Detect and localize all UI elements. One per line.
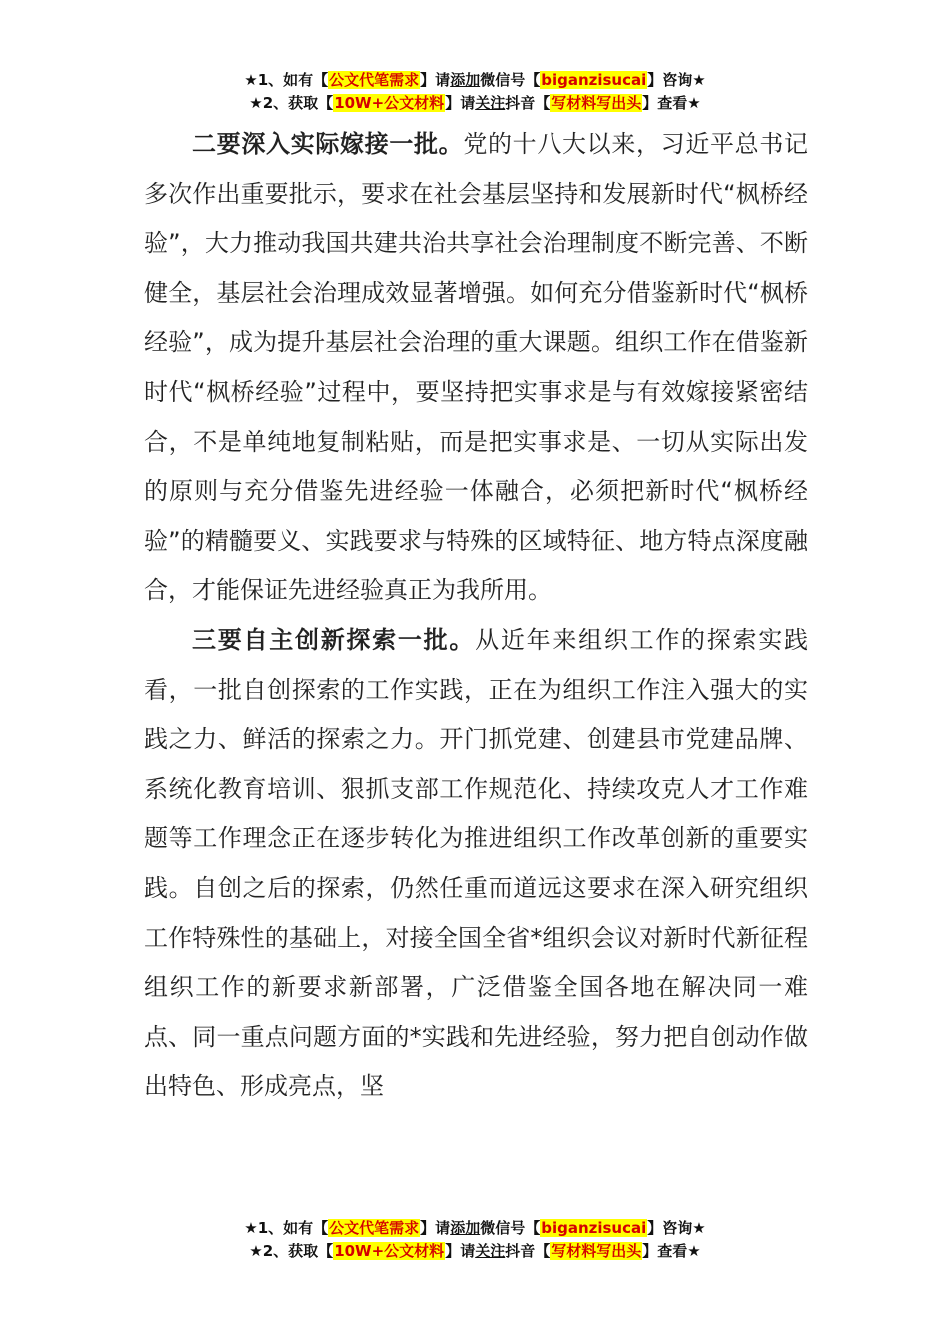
highlight-materials: 10W+公文材料 bbox=[334, 94, 445, 112]
highlight-wechat-id: biganzisucai bbox=[541, 1219, 647, 1237]
banner-line-2: ★2、获取【10W+公文材料】请关注抖音【写材料写出头】查看★ bbox=[249, 94, 701, 112]
paragraph-text: 从近年来组织工作的探索实践看，一批自创探索的工作实践，正在为组织工作注入强大的实践之力、鲜活的探索之力。开门抓党建、创建县市党建品牌、系统化教育培训、狠抓支部工作规范化、持续攻克人才工作难题等工作理念正在逐步转化为推进组织工作改革创新的重要实践。自创之后的探索，仍然任重而道远这要求在深入研究组织工作特殊性的基础上，对接全国全省*组织会议对新时代新征程组织工作的新要求新部署，广泛借鉴全国各地在解决同一难点、同一重点问题方面的*实践和先进经验，努力把自创动作做出特色、形成亮点，坚 bbox=[144, 625, 809, 1101]
document-body bbox=[144, 120, 808, 1112]
banner-line-1: ★1、如有【公文代笔需求】请添加微信号【biganzisucai】咨询★ bbox=[244, 1219, 706, 1237]
highlight-materials: 10W+公文材料 bbox=[334, 1242, 445, 1260]
paragraph bbox=[144, 616, 808, 1112]
highlight-service: 公文代笔需求 bbox=[329, 71, 420, 89]
highlight-service: 公文代笔需求 bbox=[329, 1219, 420, 1237]
banner-line-1: ★1、如有【公文代笔需求】请添加微信号【biganzisucai】咨询★ bbox=[244, 71, 706, 89]
paragraph-text: 党的十八大以来，习近平总书记多次作出重要批示，要求在社会基层坚持和发展新时代“枫桥经验”，大力推动我国共建共治共享社会治理制度不断完善、不断健全，基层社会治理成效显著增强。如何充分借鉴新时代“枫桥经验”，成为提升基层社会治理的重大课题。组织工作在借鉴新时代“枫桥经验”过程中，要坚持把实事求是与有效嫁接紧密结合，不是单纯地复制粘贴，而是把实事求是、一切从实际出发的原则与充分借鉴先进经验一体融合，必须把新时代“枫桥经验”的精髓要义、实践要求与特殊的区域特征、地方特点深度融合，才能保证先进经验真正为我所用。 bbox=[144, 130, 809, 605]
paragraph-lead: 二要深入实际嫁接一批。 bbox=[192, 130, 464, 158]
paragraph bbox=[144, 120, 808, 616]
highlight-douyin: 写材料写出头 bbox=[551, 94, 642, 112]
highlight-wechat-id: biganzisucai bbox=[541, 71, 647, 89]
banner-line-2: ★2、获取【10W+公文材料】请关注抖音【写材料写出头】查看★ bbox=[249, 1242, 701, 1260]
header-banner bbox=[0, 69, 950, 115]
highlight-douyin: 写材料写出头 bbox=[551, 1242, 642, 1260]
paragraph-lead: 三要自主创新探索一批。 bbox=[192, 625, 476, 654]
footer-banner bbox=[0, 1217, 950, 1263]
